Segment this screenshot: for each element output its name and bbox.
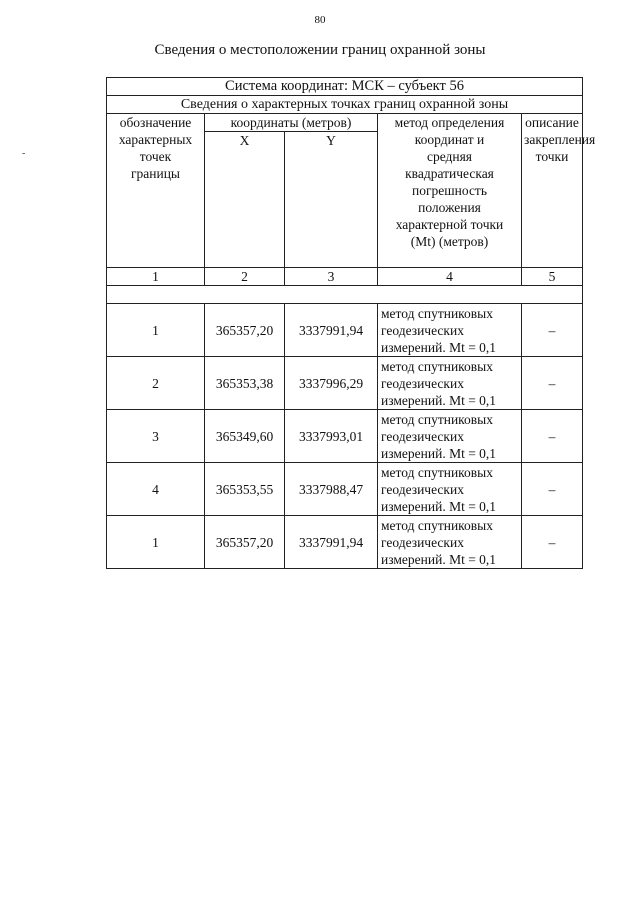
- header-method-line: средняя: [426, 149, 473, 164]
- method-line: измерений. Mt = 0,1: [381, 498, 497, 514]
- point-id: 1: [107, 516, 205, 569]
- header-y: Y: [285, 132, 378, 268]
- header-designation: [107, 114, 205, 268]
- boundary-points-table: [106, 77, 596, 569]
- table-row: [107, 410, 583, 463]
- point-id: 1: [107, 304, 205, 357]
- header-x: X: [205, 132, 285, 268]
- header-coordinates: координаты (метров): [205, 114, 378, 132]
- column-number: 5: [522, 268, 583, 286]
- header-description-line: закрепления: [524, 132, 596, 147]
- description-cell: –: [522, 410, 583, 463]
- coordinate-system-header: Система координат: МСК – субъект 56: [107, 78, 583, 96]
- x-coordinate: 365353,55: [205, 463, 285, 516]
- column-number: 1: [107, 268, 205, 286]
- empty-cell: [107, 286, 583, 304]
- x-coordinate: 365357,20: [205, 304, 285, 357]
- method-line: метод спутниковых: [381, 517, 493, 533]
- description-cell: –: [522, 463, 583, 516]
- method-line: измерений. Mt = 0,1: [381, 392, 497, 408]
- point-id: 4: [107, 463, 205, 516]
- y-coordinate: 3337991,94: [285, 304, 378, 357]
- method-line: геодезических: [381, 534, 464, 550]
- table-row: [107, 304, 583, 357]
- point-id: 3: [107, 410, 205, 463]
- column-number: 3: [285, 268, 378, 286]
- column-number: 2: [205, 268, 285, 286]
- table-row: [107, 357, 583, 410]
- method-cell: [378, 304, 522, 357]
- table-row: [107, 463, 583, 516]
- method-line: измерений. Mt = 0,1: [381, 445, 497, 461]
- header-method-line: координат и: [414, 132, 485, 147]
- y-coordinate: 3337991,94: [285, 516, 378, 569]
- header-method-line: (Mt) (метров): [410, 234, 489, 249]
- header-designation-line: характерных: [118, 132, 193, 147]
- header-method-line: квадратическая: [405, 166, 494, 181]
- page-number: 80: [314, 14, 326, 26]
- method-cell: [378, 516, 522, 569]
- header-description-line: точки: [535, 149, 569, 164]
- header-method-line: характерной точки: [395, 217, 504, 232]
- method-line: геодезических: [381, 375, 464, 391]
- header-designation-line: обозначение: [119, 115, 192, 130]
- column-number: 4: [378, 268, 522, 286]
- point-id: 2: [107, 357, 205, 410]
- y-coordinate: 3337996,29: [285, 357, 378, 410]
- y-coordinate: 3337993,01: [285, 410, 378, 463]
- section-title-header: Сведения о характерных точках границ охранной зоны: [107, 96, 583, 114]
- column-number-row: [107, 268, 583, 286]
- y-coordinate: 3337988,47: [285, 463, 378, 516]
- margin-mark: -: [22, 148, 26, 159]
- method-line: метод спутниковых: [381, 305, 493, 321]
- method-cell: [378, 463, 522, 516]
- description-cell: –: [522, 357, 583, 410]
- method-line: геодезических: [381, 428, 464, 444]
- header-description: [522, 114, 596, 268]
- method-line: метод спутниковых: [381, 411, 493, 427]
- header-designation-line: границы: [130, 166, 181, 181]
- method-line: измерений. Mt = 0,1: [381, 339, 497, 355]
- header-method-line: погрешность: [411, 183, 487, 198]
- table-row: [107, 516, 583, 569]
- description-cell: –: [522, 516, 583, 569]
- method-line: измерений. Mt = 0,1: [381, 551, 497, 567]
- method-cell: [378, 410, 522, 463]
- method-line: метод спутниковых: [381, 464, 493, 480]
- document-title: Сведения о местоположении границ охранной зоны: [154, 42, 486, 58]
- description-cell: –: [522, 304, 583, 357]
- header-method-line: положения: [418, 200, 481, 215]
- header-description-line: описание: [525, 115, 579, 130]
- method-cell: [378, 357, 522, 410]
- header-designation-line: точек: [139, 149, 172, 164]
- method-line: геодезических: [381, 481, 464, 497]
- empty-row: [107, 286, 583, 304]
- method-line: геодезических: [381, 322, 464, 338]
- x-coordinate: 365353,38: [205, 357, 285, 410]
- x-coordinate: 365357,20: [205, 516, 285, 569]
- header-method-line: метод определения: [394, 115, 505, 130]
- header-method: [378, 114, 522, 268]
- x-coordinate: 365349,60: [205, 410, 285, 463]
- method-line: метод спутниковых: [381, 358, 493, 374]
